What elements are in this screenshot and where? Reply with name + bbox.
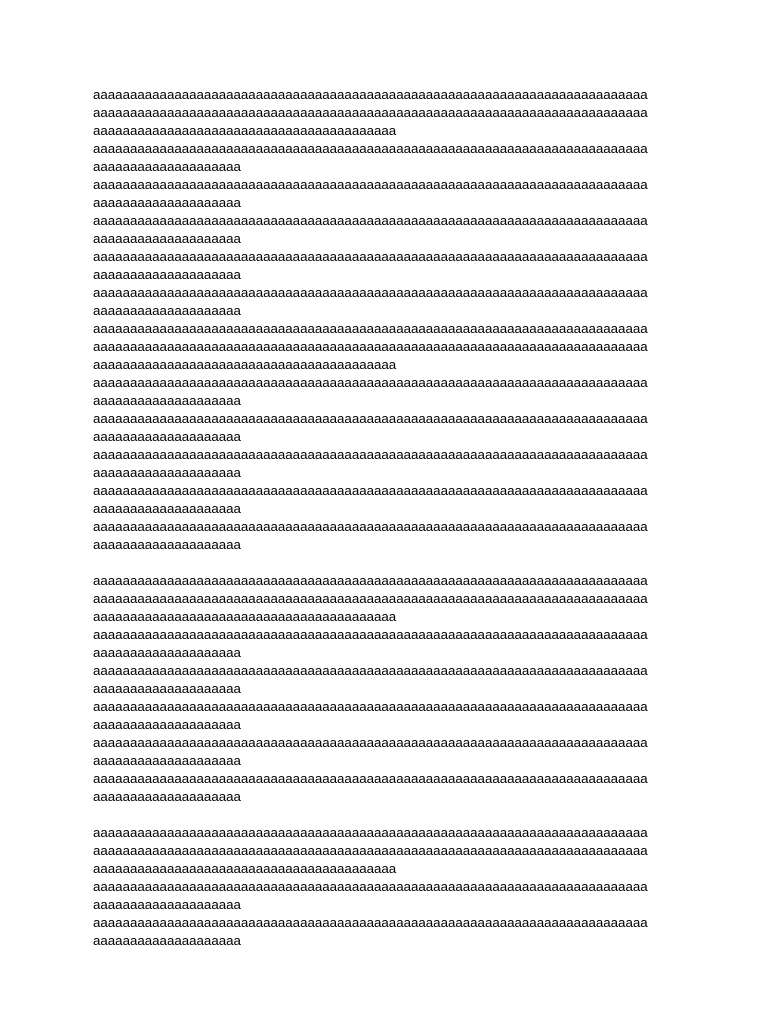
text-line: aaaaaaaaaaaaaaaaaaaaaaaaaaaaaaaaaaaaaaaaaaaaaaaaaaaaaaaaaaaaaaaaaaaaaaaaaaa [93,519,648,534]
text-line: aaaaaaaaaaaaaaaaaaaa [93,681,241,696]
text-line: aaaaaaaaaaaaaaaaaaaa [93,753,241,768]
text-line: aaaaaaaaaaaaaaaaaaaa [93,501,241,516]
text-line: aaaaaaaaaaaaaaaaaaaa [93,465,241,480]
text-line: aaaaaaaaaaaaaaaaaaaa [93,897,241,912]
text-line: aaaaaaaaaaaaaaaaaaaaaaaaaaaaaaaaaaaaaaaaa [93,861,397,876]
text-line: aaaaaaaaaaaaaaaaaaaaaaaaaaaaaaaaaaaaaaaaaaaaaaaaaaaaaaaaaaaaaaaaaaaaaaaaaaa [93,573,648,588]
text-line: aaaaaaaaaaaaaaaaaaaaaaaaaaaaaaaaaaaaaaaaaaaaaaaaaaaaaaaaaaaaaaaaaaaaaaaaaaa [93,483,648,498]
text-line: aaaaaaaaaaaaaaaaaaaaaaaaaaaaaaaaaaaaaaaaaaaaaaaaaaaaaaaaaaaaaaaaaaaaaaaaaaa [93,447,648,462]
text-line: aaaaaaaaaaaaaaaaaaaaaaaaaaaaaaaaaaaaaaaaaaaaaaaaaaaaaaaaaaaaaaaaaaaaaaaaaaa [93,591,648,606]
text-line: aaaaaaaaaaaaaaaaaaaaaaaaaaaaaaaaaaaaaaaaaaaaaaaaaaaaaaaaaaaaaaaaaaaaaaaaaaa [93,177,648,192]
text-line: aaaaaaaaaaaaaaaaaaaaaaaaaaaaaaaaaaaaaaaaaaaaaaaaaaaaaaaaaaaaaaaaaaaaaaaaaaa [93,285,648,300]
text-line: aaaaaaaaaaaaaaaaaaaaaaaaaaaaaaaaaaaaaaaaaaaaaaaaaaaaaaaaaaaaaaaaaaaaaaaaaaa [93,663,648,678]
text-line: aaaaaaaaaaaaaaaaaaaaaaaaaaaaaaaaaaaaaaaaaaaaaaaaaaaaaaaaaaaaaaaaaaaaaaaaaaa [93,771,648,786]
text-line: aaaaaaaaaaaaaaaaaaaaaaaaaaaaaaaaaaaaaaaaa [93,609,397,624]
text-line: aaaaaaaaaaaaaaaaaaaa [93,159,241,174]
text-line: aaaaaaaaaaaaaaaaaaaaaaaaaaaaaaaaaaaaaaaaaaaaaaaaaaaaaaaaaaaaaaaaaaaaaaaaaaa [93,375,648,390]
text-line: aaaaaaaaaaaaaaaaaaaaaaaaaaaaaaaaaaaaaaaaa [93,123,397,138]
text-line: aaaaaaaaaaaaaaaaaaaaaaaaaaaaaaaaaaaaaaaaaaaaaaaaaaaaaaaaaaaaaaaaaaaaaaaaaaa [93,825,648,840]
text-line: aaaaaaaaaaaaaaaaaaaaaaaaaaaaaaaaaaaaaaaaaaaaaaaaaaaaaaaaaaaaaaaaaaaaaaaaaaa [93,141,648,156]
text-line: aaaaaaaaaaaaaaaaaaaaaaaaaaaaaaaaaaaaaaaaaaaaaaaaaaaaaaaaaaaaaaaaaaaaaaaaaaa [93,87,648,102]
text-line: aaaaaaaaaaaaaaaaaaaaaaaaaaaaaaaaaaaaaaaaa [93,357,397,372]
text-line: aaaaaaaaaaaaaaaaaaaa [93,645,241,660]
paragraph [93,824,693,950]
text-line: aaaaaaaaaaaaaaaaaaaa [93,537,241,552]
text-line: aaaaaaaaaaaaaaaaaaaaaaaaaaaaaaaaaaaaaaaaaaaaaaaaaaaaaaaaaaaaaaaaaaaaaaaaaaa [93,699,648,714]
paragraph [93,572,693,806]
text-line: aaaaaaaaaaaaaaaaaaaaaaaaaaaaaaaaaaaaaaaaaaaaaaaaaaaaaaaaaaaaaaaaaaaaaaaaaaa [93,915,648,930]
text-line: aaaaaaaaaaaaaaaaaaaaaaaaaaaaaaaaaaaaaaaaaaaaaaaaaaaaaaaaaaaaaaaaaaaaaaaaaaa [93,321,648,336]
text-line: aaaaaaaaaaaaaaaaaaaa [93,789,241,804]
text-line: aaaaaaaaaaaaaaaaaaaa [93,933,241,948]
text-line: aaaaaaaaaaaaaaaaaaaaaaaaaaaaaaaaaaaaaaaaaaaaaaaaaaaaaaaaaaaaaaaaaaaaaaaaaaa [93,249,648,264]
text-line: aaaaaaaaaaaaaaaaaaaa [93,303,241,318]
text-line: aaaaaaaaaaaaaaaaaaaa [93,267,241,282]
text-line: aaaaaaaaaaaaaaaaaaaa [93,429,241,444]
text-line: aaaaaaaaaaaaaaaaaaaaaaaaaaaaaaaaaaaaaaaaaaaaaaaaaaaaaaaaaaaaaaaaaaaaaaaaaaa [93,339,648,354]
text-line: aaaaaaaaaaaaaaaaaaaaaaaaaaaaaaaaaaaaaaaaaaaaaaaaaaaaaaaaaaaaaaaaaaaaaaaaaaa [93,735,648,750]
text-line: aaaaaaaaaaaaaaaaaaaa [93,231,241,246]
text-line: aaaaaaaaaaaaaaaaaaaaaaaaaaaaaaaaaaaaaaaaaaaaaaaaaaaaaaaaaaaaaaaaaaaaaaaaaaa [93,879,648,894]
text-line: aaaaaaaaaaaaaaaaaaaaaaaaaaaaaaaaaaaaaaaaaaaaaaaaaaaaaaaaaaaaaaaaaaaaaaaaaaa [93,843,648,858]
text-line: aaaaaaaaaaaaaaaaaaaaaaaaaaaaaaaaaaaaaaaaaaaaaaaaaaaaaaaaaaaaaaaaaaaaaaaaaaa [93,411,648,426]
document-body [93,86,693,950]
text-line: aaaaaaaaaaaaaaaaaaaaaaaaaaaaaaaaaaaaaaaaaaaaaaaaaaaaaaaaaaaaaaaaaaaaaaaaaaa [93,627,648,642]
text-line: aaaaaaaaaaaaaaaaaaaa [93,393,241,408]
paragraph [93,86,693,554]
text-line: aaaaaaaaaaaaaaaaaaaa [93,717,241,732]
text-line: aaaaaaaaaaaaaaaaaaaaaaaaaaaaaaaaaaaaaaaaaaaaaaaaaaaaaaaaaaaaaaaaaaaaaaaaaaa [93,105,648,120]
text-line: aaaaaaaaaaaaaaaaaaaaaaaaaaaaaaaaaaaaaaaaaaaaaaaaaaaaaaaaaaaaaaaaaaaaaaaaaaa [93,213,648,228]
text-line: aaaaaaaaaaaaaaaaaaaa [93,195,241,210]
